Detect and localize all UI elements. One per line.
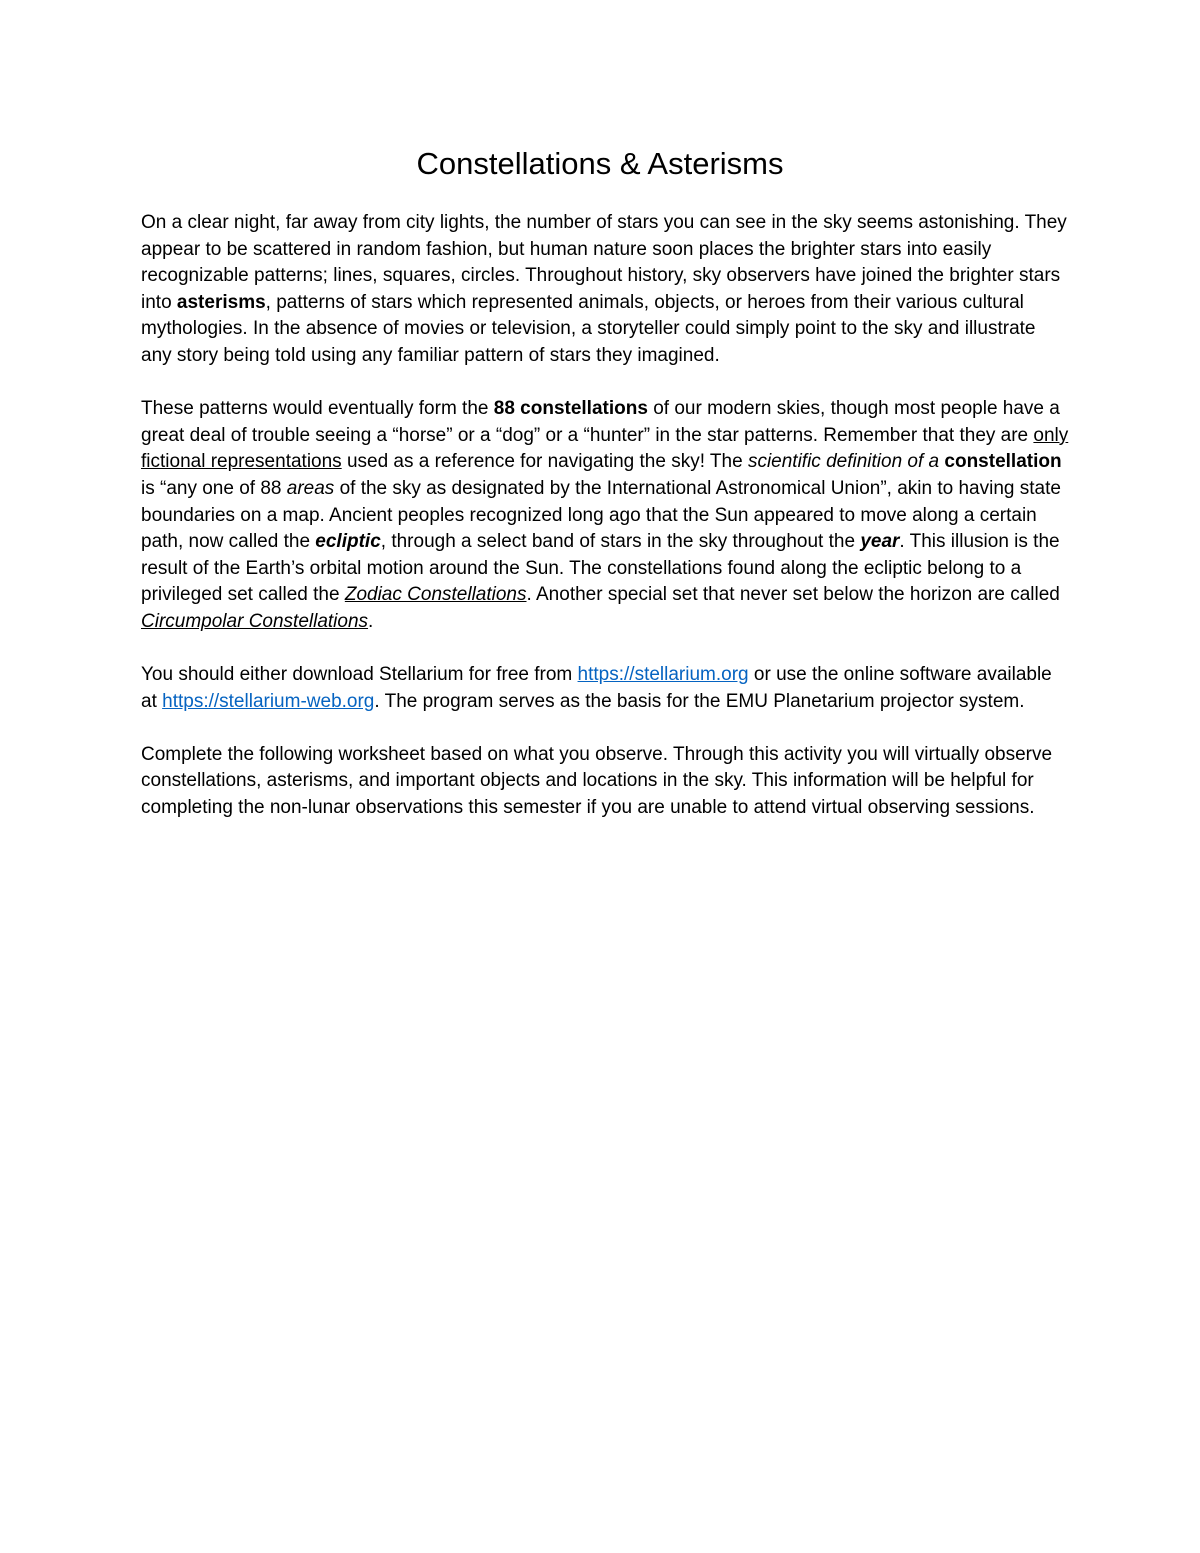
text-span: . The program serves as the basis for the EMU Planetarium projector system.	[374, 690, 1025, 712]
paragraph-constellations	[141, 396, 1071, 635]
paragraph-worksheet	[141, 742, 1071, 822]
text-span: . Another special set that never set below the horizon are called	[526, 584, 1060, 606]
text-span: of the sky as designated by the International Astronomical Union”, akin to having state boundaries on a map. Ancient peoples recognized long ago that the Sun appeared to move along a certain path, now called the	[141, 477, 1061, 553]
text-span: These patterns would eventually form the	[141, 398, 494, 420]
italic-phrase: scientific definition of a	[747, 451, 940, 473]
text-span: . This illusion is the result of the Earth’s orbital motion around the Sun. The constellations found along the ecliptic belong to a privileged set called the	[141, 531, 1060, 606]
text-span: , patterns of stars which represented animals, objects, or heroes from their various cultural mythologies. In the absence of movies or television, a storyteller could simply point to the sky and illustrate any story being told using any familiar pattern of stars they imagined.	[141, 291, 1036, 366]
zodiac-constellations-term: Zodiac Constellations	[344, 584, 527, 606]
stellarium-link[interactable]: https://stellarium.org	[577, 664, 749, 686]
paragraph-intro	[141, 210, 1071, 370]
page-title: Constellations & Asterisms	[416, 146, 784, 181]
circumpolar-constellations-term: Circumpolar Constellations	[141, 610, 369, 632]
stellarium-web-link[interactable]: https://stellarium-web.org	[162, 690, 375, 712]
bold-italic-ecliptic: ecliptic	[315, 531, 381, 553]
text-span: You should either download Stellarium for free from	[141, 664, 578, 686]
underlined-phrase: only fictional representations	[141, 424, 1069, 473]
text-span: Complete the following worksheet based on what you observe. Through this activity you will virtually observe constellations, asterisms, and important objects and locations in the sky. This information will be helpful for completing the non-lunar observations this semester if you are unable to attend virtual observing sessions.	[141, 743, 1053, 819]
text-span: , through a select band of stars in the sky throughout the	[380, 531, 861, 553]
text-span: .	[368, 610, 374, 632]
text-span: On a clear night, far away from city lights, the number of stars you can see in the sky seems astonishing. They appear to be scattered in random fashion, but human nature soon places the brighter stars into easily recognizable patterns; lines, squares, circles. Throughout history, sky observers have joined the brighter stars into	[141, 212, 1067, 313]
text-span: is “any one of 88	[141, 477, 287, 499]
italic-word-areas: areas	[286, 477, 335, 499]
document-body	[141, 210, 1071, 822]
text-span: or use the online software available at	[141, 664, 1052, 712]
bold-term-88-constellations: 88 constellations	[493, 398, 648, 420]
text-span: used as a reference for navigating the sky! The	[341, 451, 748, 473]
bold-italic-year: year	[860, 531, 900, 553]
bold-term-asterisms: asterisms	[176, 291, 266, 313]
bold-term-constellation: constellation	[944, 451, 1062, 473]
text-span: of our modern skies, though most people have a great deal of trouble seeing a “horse” or a “dog” or a “hunter” in the star patterns. Remember that they are	[141, 398, 1060, 446]
paragraph-stellarium	[141, 662, 1071, 715]
